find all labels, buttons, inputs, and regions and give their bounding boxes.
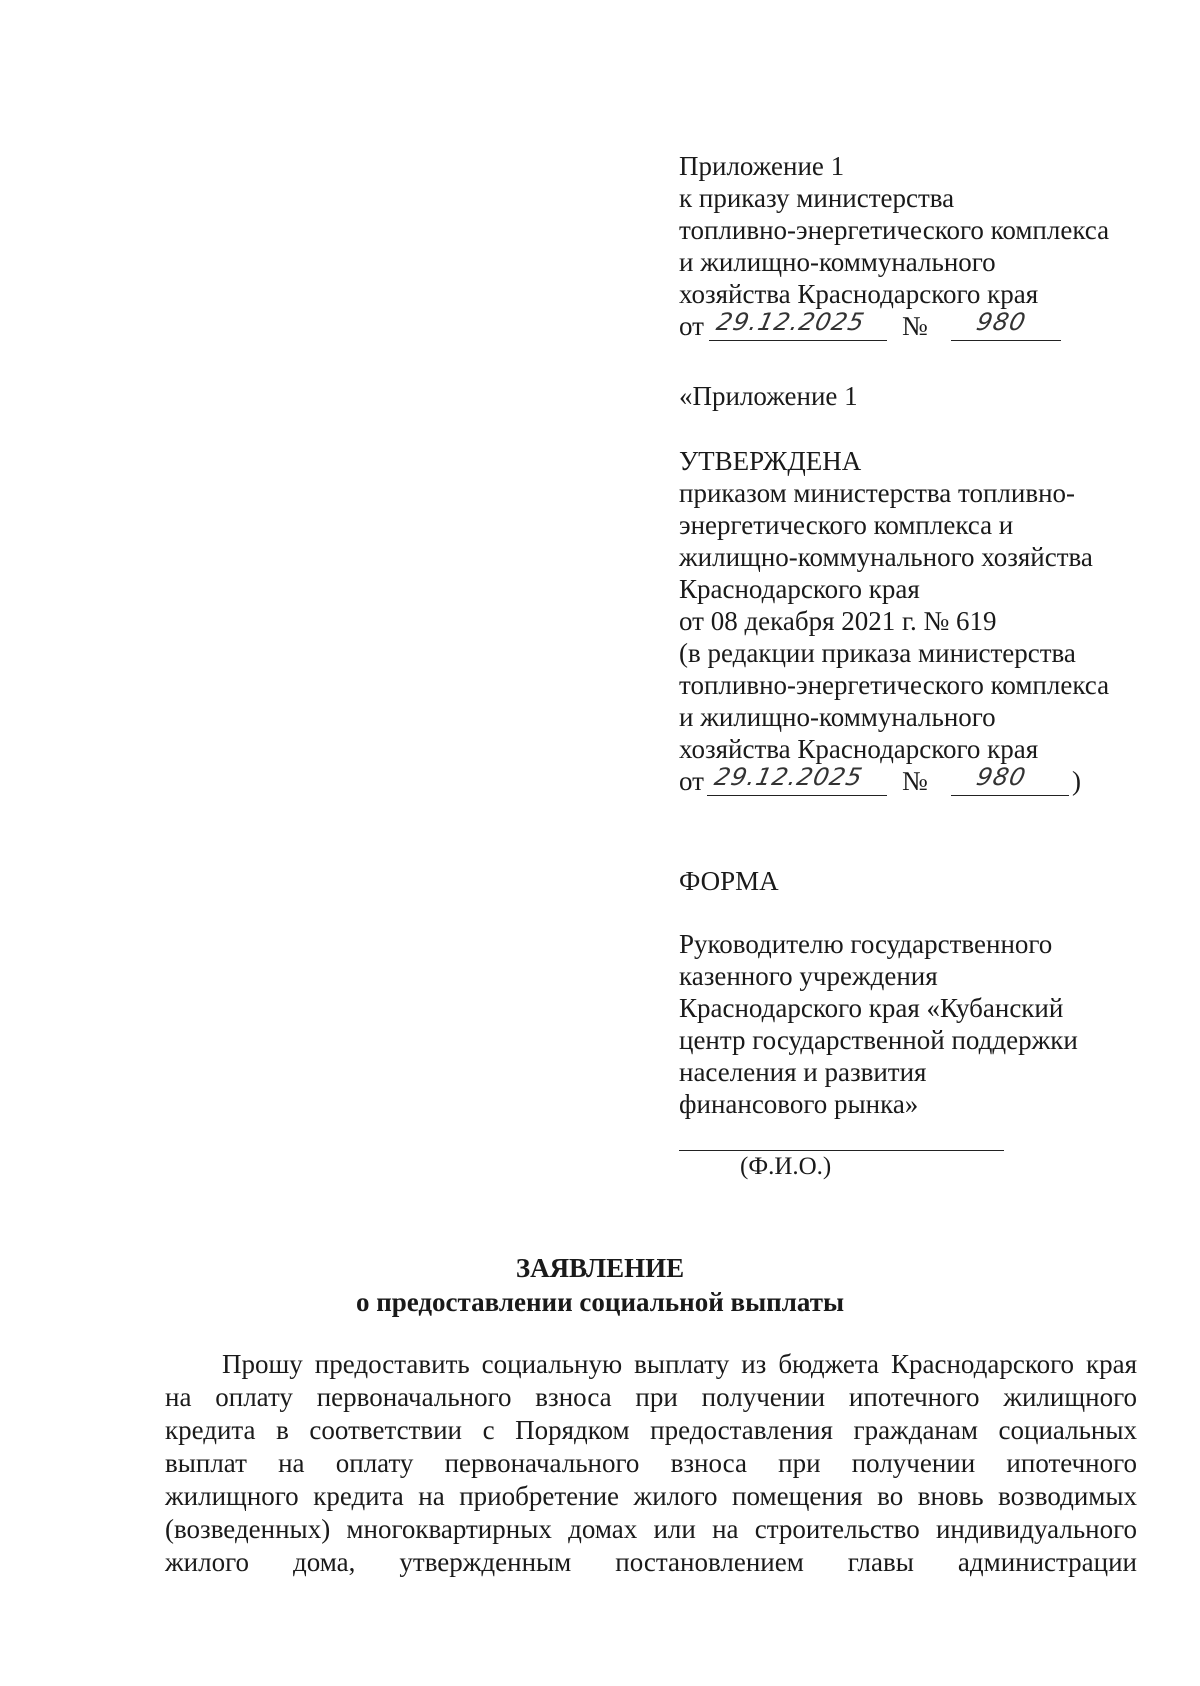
date-underline	[709, 340, 887, 341]
appendix-line: и жилищно-коммунального	[679, 247, 996, 277]
handwritten-date: 29.12.2025	[712, 763, 866, 791]
addressee-line: казенного учреждения	[679, 961, 938, 991]
approved-line: от 08 декабря 2021 г. № 619	[679, 606, 997, 636]
body-line: выплат на оплату первоначального взноса при получении ипотечного	[165, 1448, 1137, 1478]
document-subtitle: о предоставлении социальной выплаты	[355, 1287, 845, 1317]
closing-paren: )	[1072, 766, 1081, 796]
quoted-appendix	[679, 380, 858, 412]
from-label: от	[679, 311, 704, 341]
approved-signature-row	[679, 765, 1109, 797]
body-line: на оплату первоначального взноса при получении ипотечного жилищного	[165, 1382, 1137, 1412]
handwritten-date: 29.12.2025	[714, 308, 868, 336]
addressee-line: Краснодарского края «Кубанский	[679, 993, 1064, 1023]
approved-line: жилищно-коммунального хозяйства	[679, 542, 1093, 572]
addressee-line: населения и развития	[679, 1057, 927, 1087]
date-underline	[707, 795, 887, 796]
form-label-block	[679, 865, 779, 897]
body-line: жилищного кредита на приобретение жилого помещения во вновь возводимых	[165, 1481, 1137, 1511]
addressee-line: центр государственной поддержки	[679, 1025, 1078, 1055]
form-label: ФОРМА	[679, 866, 779, 896]
appendix-line: Приложение 1	[679, 151, 845, 181]
number-underline	[951, 340, 1061, 341]
appendix-line: топливно-энергетического комплекса	[679, 215, 1110, 245]
approved-line: энергетического комплекса и	[679, 510, 1014, 540]
from-label: от	[679, 766, 704, 796]
handwritten-number: 980	[974, 763, 1029, 791]
body-line: кредита в соответствии с Порядком предоставления гражданам социальных	[165, 1415, 1137, 1445]
document-title: ЗАЯВЛЕНИЕ	[515, 1253, 685, 1283]
handwritten-number: 980	[974, 308, 1029, 336]
approved-line: Краснодарского края	[679, 574, 920, 604]
approved-line: приказом министерства топливно-	[679, 478, 1076, 508]
body-line: (возведенных) многоквартирных домах или на строительство индивидуального	[165, 1514, 1137, 1544]
appendix-line: хозяйства Краснодарского края	[679, 279, 1039, 309]
fio-underline	[679, 1150, 1004, 1151]
addressee-line: Руководителю государственного	[679, 929, 1053, 959]
addressee-line: финансового рынка»	[679, 1089, 919, 1119]
appendix-block	[679, 150, 1109, 342]
approved-line: (в редакции приказа министерства	[679, 638, 1076, 668]
body-paragraph	[165, 1348, 1137, 1579]
quoted-appendix-label: «Приложение 1	[679, 381, 858, 411]
number-underline	[951, 795, 1069, 796]
appendix-signature-row	[679, 310, 1109, 342]
approved-heading: УТВЕРЖДЕНА	[679, 446, 862, 476]
approved-line: и жилищно-коммунального	[679, 702, 996, 732]
body-line: Прошу предоставить социальную выплату из бюджета Краснодарского края	[222, 1349, 1137, 1379]
number-label: №	[902, 766, 928, 796]
number-label: №	[902, 311, 928, 341]
addressee-block	[679, 928, 1078, 1120]
fio-caption: (Ф.И.О.)	[740, 1153, 832, 1180]
approved-line: хозяйства Краснодарского края	[679, 734, 1039, 764]
body-line: жилого дома, утвержденным постановлением главы администрации	[165, 1547, 1137, 1577]
approved-block	[679, 445, 1109, 797]
approved-line: топливно-энергетического комплекса	[679, 670, 1110, 700]
appendix-line: к приказу министерства	[679, 183, 955, 213]
